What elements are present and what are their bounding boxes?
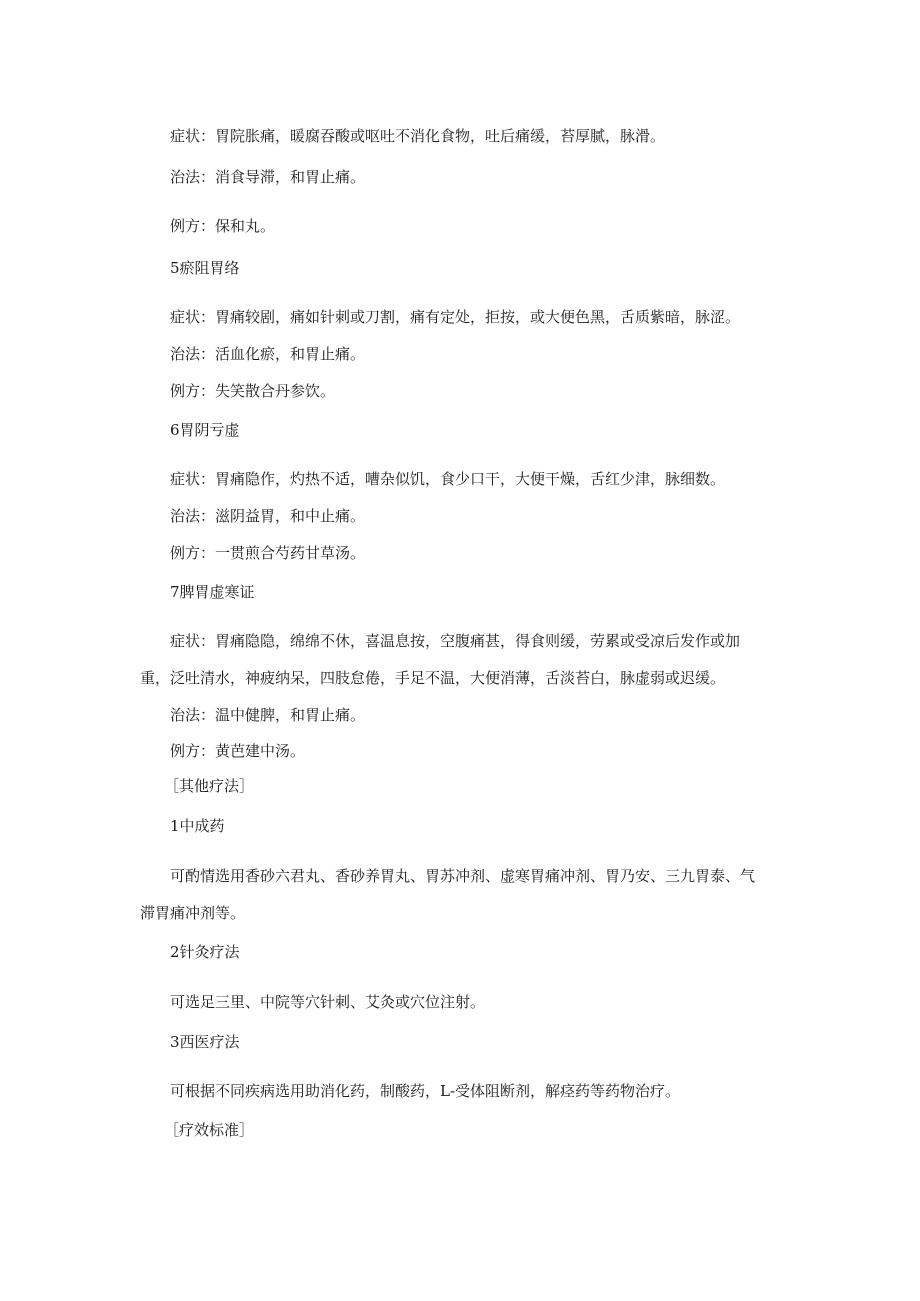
symptom-text-continued: 重，泛吐清水，神疲纳呆，四肢怠倦，手足不温，大便消薄，舌淡苔白，脉虚弱或迟缓。 [140,669,726,687]
section-heading: 6胃阴亏虚 [170,421,240,439]
section-heading: 5瘀阻胃络 [170,259,240,277]
prescription-text: 例方：保和丸。 [170,217,276,235]
prescription-text: 例方：黄芭建中汤。 [170,742,306,760]
bracket-section-heading: ［疗效标准］ [164,1121,255,1139]
symptom-text: 症状：胃痛隐隐，绵绵不休，喜温息按，空腹痛甚，得食则缓，劳累或受凉后发作或加 [170,632,741,650]
section-heading: 3西医疗法 [170,1033,240,1051]
section-heading: 2针灸疗法 [170,943,240,961]
symptom-text: 症状：胃院胀痛，暖腐吞酸或呕吐不消化食物，吐后痛缓，苔厚腻，脉滑。 [170,127,666,145]
section-heading: 7脾胃虚寒证 [170,583,255,601]
treatment-text: 治法：温中健脾，和胃止痛。 [170,706,366,724]
paragraph-text: 可根据不同疾病选用助消化药，制酸药，L-受体阻断剂，解痉药等药物治疗。 [170,1082,681,1100]
prescription-text: 例方：一贯煎合芍药甘草汤。 [170,544,366,562]
symptom-text: 症状：胃痛隐作，灼热不适，嘈杂似饥，食少口干，大便干燥，舌红少津，脉细数。 [170,470,726,488]
paragraph-text: 可酌情选用香砂六君丸、香砂养胃丸、胃苏冲剂、虚寒胃痛冲剂、胃乃安、三九胃泰、气 [170,867,756,885]
treatment-text: 治法：滋阴益胃，和中止痛。 [170,507,366,525]
treatment-text: 治法：消食导滞，和胃止痛。 [170,168,366,186]
paragraph-text-continued: 滞胃痛冲剂等。 [140,904,246,922]
treatment-text: 治法：活血化瘀，和胃止痛。 [170,345,366,363]
paragraph-text: 可选足三里、中院等穴针刺、艾灸或穴位注射。 [170,993,486,1011]
symptom-text: 症状：胃痛较剧，痛如针刺或刀割，痛有定处，拒按，或大便色黑，舌质紫暗，脉涩。 [170,308,741,326]
section-heading: 1中成药 [170,817,225,835]
prescription-text: 例方：失笑散合丹参饮。 [170,382,336,400]
bracket-section-heading: ［其他疗法］ [164,777,255,795]
